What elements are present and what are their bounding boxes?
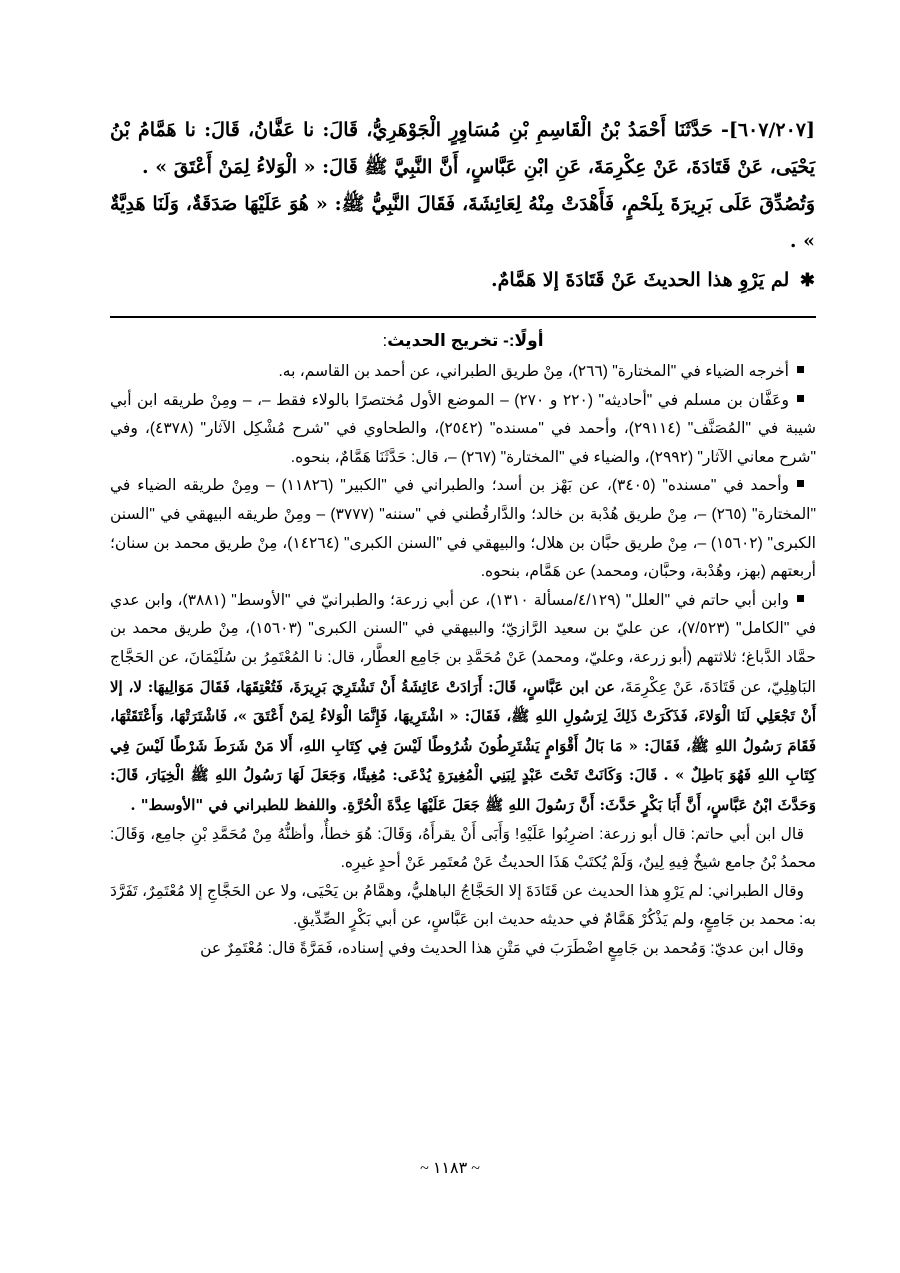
square-bullet-icon — [797, 480, 804, 487]
hadith-section — [110, 112, 815, 299]
takhrij-paragraph — [110, 587, 816, 821]
takhrij-paragraph-text: أخرجه الضياء في "المختارة" (٢٦٦)، مِنْ طريق الطبراني، عن أحمد بن القاسم، به. — [278, 363, 789, 380]
takhrij-paragraph — [110, 387, 816, 473]
star-icon: ✱ — [799, 270, 815, 291]
takhrij-paragraph — [110, 821, 816, 878]
takhrij-paragraph — [110, 935, 816, 964]
takhrij-paragraph-text: وأحمد في "مسنده" (٣٤٠٥)، عن بَهْز بن أسد؛ والطبراني في "الكبير" (١١٨٢٦) – ومِنْ طريقه الضياء في "المختارة" (٢٦٥) –، مِنْ طريق هُدْبة بن خالد؛ والدَّارقُطني في "سننه" (٣٧٧٧) – ومِنْ طريقه البيهقي في "السنن الكبرى" (١٥٦٠٢) –، مِنْ طريق حبَّان بن هلال؛ والبيهقي في "السنن الكبرى" (١٤٢٦٤)، مِنْ طريق محمد بن سنان؛ أربعتهم (بهز، وهُدْبة، وحبَّان، ومحمد) عن هَمَّام، بنحوه. — [110, 477, 816, 581]
hadith-note-text: لم يَرْوِ هذا الحديثَ عَنْ قَتَادَةَ إلا هَمَّامٌ. — [490, 269, 790, 291]
hadith-note — [110, 262, 815, 299]
hadith-isnad — [110, 112, 815, 186]
quoted-hadith-text: عن ابن عَبَّاسٍ، قَالَ: أَرَادَتْ عَائِشَةُ أَنْ تَشْتَرِيَ بَرِيرَةَ، فَتُعْتِقَهَا، فَقَالَ مَوَالِيهَا: لا، إلا أَنْ تَجْعَلِي لَنَا الْوَلاءَ، فَذَكَرَتْ ذَلِكَ لِرَسُولِ اللهِ ﷺ، فَقَالَ: « اشْتَرِيهَا، فَإِنَّمَا الْوَلاءُ لِمَنْ أَعْتَقَ »، فَاشْتَرَتْهَا، وَأَعْتَقَتْهَا، فَقَامَ رَسُولُ اللهِ ﷺ، فَقَالَ: « مَا بَالُ أَقْوَامٍ يَشْتَرِطُونَ شُرُوطًا لَيْسَ فِي كِتَابِ اللهِ، أَلا مَنْ شَرَطَ شَرْطًا لَيْسَ فِي كِتَابِ اللهِ فَهُوَ بَاطِلٌ » . قَالَ: وَكَانَتْ تَحْتَ عَبْدٍ لِبَنِي الْمُغِيرَةِ يُدْعَى: مُغِيثًا، وَجَعَلَ لَهَا رَسُولُ اللهِ ﷺ الْخِيَارَ، قَالَ: وَحَدَّثَ ابْنُ عَبَّاسٍ، أَنَّ أَبَا بَكْرٍ حَدَّثَ: أَنَّ رَسُولَ اللهِ ﷺ جَعَلَ عَلَيْهَا عِدَّةَ الْحُرَّةِ. واللفظ للطبراني في "الأوسط" . — [110, 677, 816, 814]
hadith-matn-text: وَتُصُدِّقَ عَلَى بَرِيرَةَ بِلَحْمٍ، فَأَهْدَتْ مِنْهُ لِعَائِشَةَ، فَقَالَ النَّبِيُّ ﷺ: « هُوَ عَلَيْهَا صَدَقَةٌ، وَلَنَا هَدِيَّةٌ » . — [110, 193, 815, 252]
square-bullet-icon — [797, 366, 804, 373]
hadith-isnad-line1: حَدَّثَنَا أَحْمَدُ بْنُ الْقَاسِمِ بْنِ مُسَاوِرٍ الْجَوْهَرِيُّ، قَالَ: نا عَفَّانُ، قَالَ: نا هَمَّامُ بْنُ يَحْيَى، — [110, 119, 815, 178]
takhrij-paragraph-text: وقال ابن عديّ: وَمُحمد بن جَامِعٍ اضْطَرَبَ في مَتْنِ هذا الحديث وفي إسناده، فَمَرَّةً قال: مُعْتَمِرٌ عن — [200, 939, 804, 957]
takhrij-section — [110, 328, 816, 963]
section-heading-colon: : — [382, 331, 388, 350]
page-number: ~ ١١٨٣ ~ — [420, 1160, 480, 1177]
takhrij-paragraph — [110, 358, 816, 387]
section-heading — [110, 328, 816, 354]
takhrij-paragraph — [110, 472, 816, 586]
takhrij-paragraph-text: وعَفَّان بن مسلم في "أحاديثه" (٢٢٠ و ٢٧٠) – الموضع الأول مُختصرًا بالولاء فقط –، – ومِنْ طريقه ابن أبي شيبة في "المُصَنَّف" (٢٩١١٤)، وأحمد في "مسنده" (٢٥٤٢)، والطحاوي في "شرح مُشْكِل الآثار" (٤٣٧٨)، وفي "شرح معاني الآثار" (٢٩٩٢)، والضياء في "المختارة" (٢٦٧) –، قال: حَدَّثَنَا هَمَّامٌ، بنحوه. — [110, 391, 816, 466]
hadith-matn — [110, 186, 815, 260]
hadith-text — [110, 112, 815, 299]
square-bullet-icon — [797, 595, 804, 602]
takhrij-paragraph-text: وقال الطبراني: لم يَرْوِ هذا الحديث عن قَتَادَةَ إلا الحَجَّاجُ الباهليُّ، وهمَّامُ بن يَحْيَى، ولا عن الحَجَّاجِ إلا مُعْتَمِرٌ، تَفَرَّدَ به: محمد بن جَامِعٍ، ولم يَذْكُرْ هَمَّامٌ في حديثه حديث ابن عَبَّاسٍ، عن أبي بَكْرٍ الصِّدِّيقِ. — [110, 882, 816, 929]
takhrij-paragraph-text: قال ابن أبي حاتم: قال أبو زرعة: اضرِبُوا عَلَيْهِ! وَأَبَى أَنْ يقرأَهُ، وَقَالَ: هُوَ خطأٌ، وأظنُّهُ مِنْ مُحَمَّدِ بْنِ جامِع، وَقَالَ: محمدُ بْنُ جامع شيخٌ فِيهِ لِينٌ، وَلَمْ يُكتَبْ هَذَا الحديثُ عَنْ مُعتَمِر عَنْ أحدٍ غيرِه. — [110, 825, 816, 872]
hadith-number: [٦٠٧/٢٠٧]- — [720, 119, 816, 141]
section-divider — [110, 316, 816, 318]
hadith-isnad-line2: عَنْ قَتَادَةَ، عَنْ عِكْرِمَةَ، عَنِ ابْنِ عَبَّاسٍ، أَنَّ النَّبِيَّ ﷺ قَالَ: « الْوَلاءُ لِمَنْ أَعْتَقَ » . — [142, 156, 764, 178]
square-bullet-icon — [797, 395, 804, 402]
section-heading-prefix: أولًا:- — [503, 331, 544, 350]
takhrij-paragraph — [110, 878, 816, 935]
takhrij-paragraph-text: وابن أبي حاتم في "العلل" (٤/١٢٩/مسألة ١٣١٠)، عن أبي زرعة؛ والطبرانيّ في "الأوسط" (٣٨٨١)، وابن عدي في "الكامل" (٧/٥٢٣)، عن عليّ بن سعيد الرَّازيّ؛ والبيهقي في "السنن الكبرى" (١٥٦٠٣)، مِنْ طريق محمد بن حمَّاد الدَّباغ؛ ثلاثتهم (أبو زرعة، وعليّ، ومحمد) عَنْ مُحَمَّدِ بن جَامِع العطَّار، قال: نا المُعْتَمِرُ بن سُلَيْمَانَ، عن الحَجَّاج البَاهِلِيّ، عن قَتَادَةَ، عَنْ عِكْرِمَةَ، — [110, 591, 816, 696]
section-heading-title: تخريج الحديث — [387, 331, 499, 350]
